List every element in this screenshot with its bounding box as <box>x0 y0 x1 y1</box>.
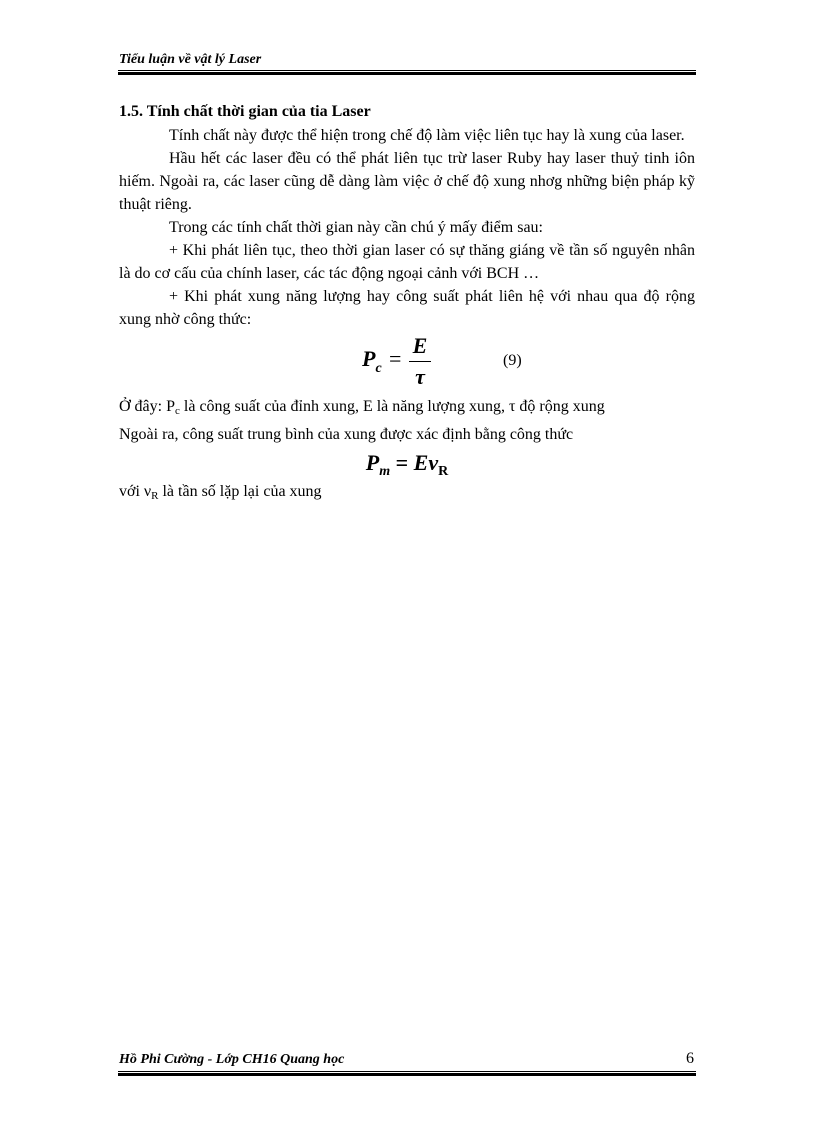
fraction-bar <box>409 361 431 362</box>
paragraph-3: Trong các tính chất thời gian này cần chú ý mấy điểm sau: <box>169 219 543 236</box>
formula-peak-power-lhs: $P_c$ <box>362 346 382 376</box>
footer-rule <box>118 1071 696 1076</box>
formula-denominator: τ <box>415 364 425 389</box>
formula-fraction <box>409 333 431 390</box>
page-number: 6 <box>686 1050 694 1067</box>
page-content <box>119 100 695 508</box>
formula-mean-power: $P_m = E\nu_R$ <box>365 450 449 479</box>
header-title: Tiểu luận về vật lý Laser <box>119 52 262 67</box>
paragraph-4: + Khi phát liên tục, theo thời gian laser có sự thăng giáng về tần số nguyên nhân là do cơ cấu của chính laser, các tác động ngoại cảnh với BCH … <box>119 242 695 282</box>
explanation-line-1: Ở đây: $P_c$ là công suất của đỉnh xung, E là năng lượng xung, τ độ rộng xung <box>119 398 605 417</box>
formula-equals-sign: = <box>389 346 402 371</box>
paragraph-2: Hầu hết các laser đều có thể phát liên tục trừ laser Ruby hay laser thuỷ tinh iôn hiếm. Ngoài ra, các laser cũng dễ dàng làm việc ở chế độ xung nhơg những biện pháp kỹ thuật riêng. <box>119 150 695 213</box>
section-heading: 1.5. Tính chất thời gian của tia Laser <box>119 103 371 120</box>
paragraph-5: + Khi phát xung năng lượng hay công suất phát liên hệ với nhau qua độ rộng xung nhờ công thức: <box>119 288 695 328</box>
footer-author: Hồ Phi Cường - Lớp CH16 Quang học <box>119 1052 345 1067</box>
paragraph-1: Tính chất này được thể hiện trong chế độ làm việc liên tục hay là xung của laser. <box>169 127 685 144</box>
equation-number: (9) <box>503 352 522 369</box>
header-rule <box>118 70 696 75</box>
closing-line: với $\nu_R$ là tần số lặp lại của xung <box>119 483 322 502</box>
explanation-line-2: Ngoài ra, công suất trung bình của xung được xác định bằng công thức <box>119 426 574 443</box>
formula-peak-power <box>119 333 695 395</box>
formula-numerator: E <box>412 333 428 358</box>
